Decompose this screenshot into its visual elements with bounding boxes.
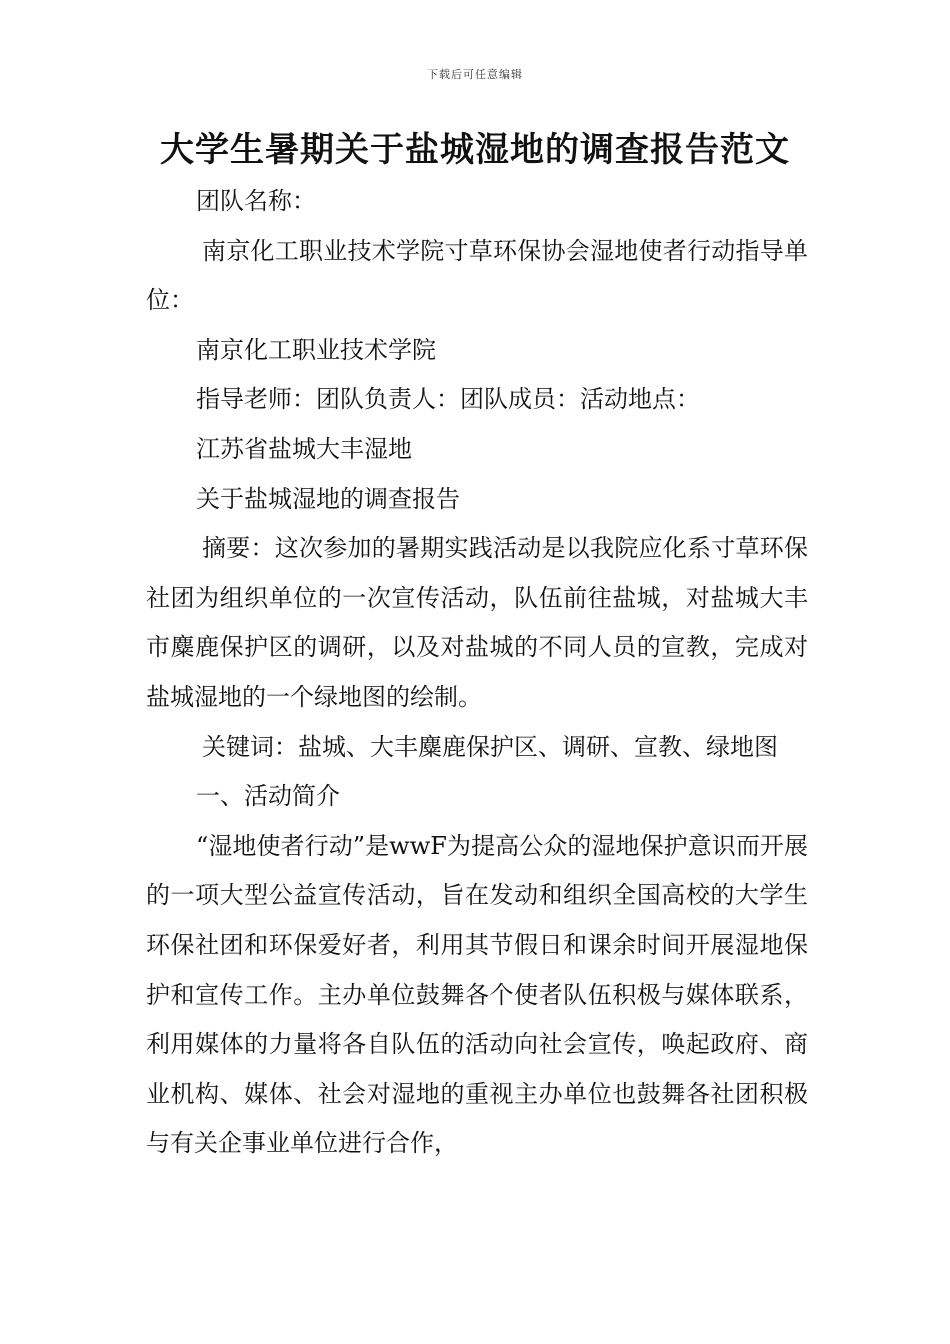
team-name-value: 南京化工职业技术学院寸草环保协会湿地使者行动指导单位： bbox=[146, 236, 808, 315]
team-name-label: 团队名称： bbox=[196, 187, 316, 215]
roles-line: 指导老师：团队负责人：团队成员：活动地点： bbox=[196, 385, 700, 414]
report-subtitle: 关于盐城湿地的调查报告 bbox=[196, 484, 460, 513]
header-note: 下载后可任意编辑 bbox=[427, 68, 523, 81]
section-1-body: “湿地使者行动”是wwF为提高公众的湿地保护意识而开展的一项大型公益宣传活动，旨在发动和组织全国高校的大学生环保社团和环保爱好者，利用其节假日和课余时间开展湿地保护和宣传工作。主办单位鼓舞各个使者队伍积极与媒体联系，利用媒体的力量将各自队伍的活动向社会宣传，唤起政府、商业机构、媒体、社会对湿地的重视主办单位也鼓舞各社团积极与有关企事业单位进行合作， bbox=[146, 831, 808, 1158]
section-1-heading: 一、活动简介 bbox=[196, 782, 340, 811]
document-body bbox=[146, 177, 808, 1169]
abstract-paragraph: 摘要：这次参加的暑期实践活动是以我院应化系寸草环保社团为组织单位的一次宣传活动，队伍前往盐城，对盐城大丰市麋鹿保护区的调研，以及对盐城的不同人员的宣教，完成对盐城湿地的一个绿地图的绘制。 bbox=[146, 534, 808, 711]
document-title: 大学生暑期关于盐城湿地的调查报告范文 bbox=[160, 130, 790, 170]
keywords-paragraph: 关键词：盐城、大丰麋鹿保护区、调研、宣教、绿地图 bbox=[202, 732, 778, 761]
location-value: 江苏省盐城大丰湿地 bbox=[196, 434, 412, 463]
guide-unit-value: 南京化工职业技术学院 bbox=[196, 335, 436, 364]
